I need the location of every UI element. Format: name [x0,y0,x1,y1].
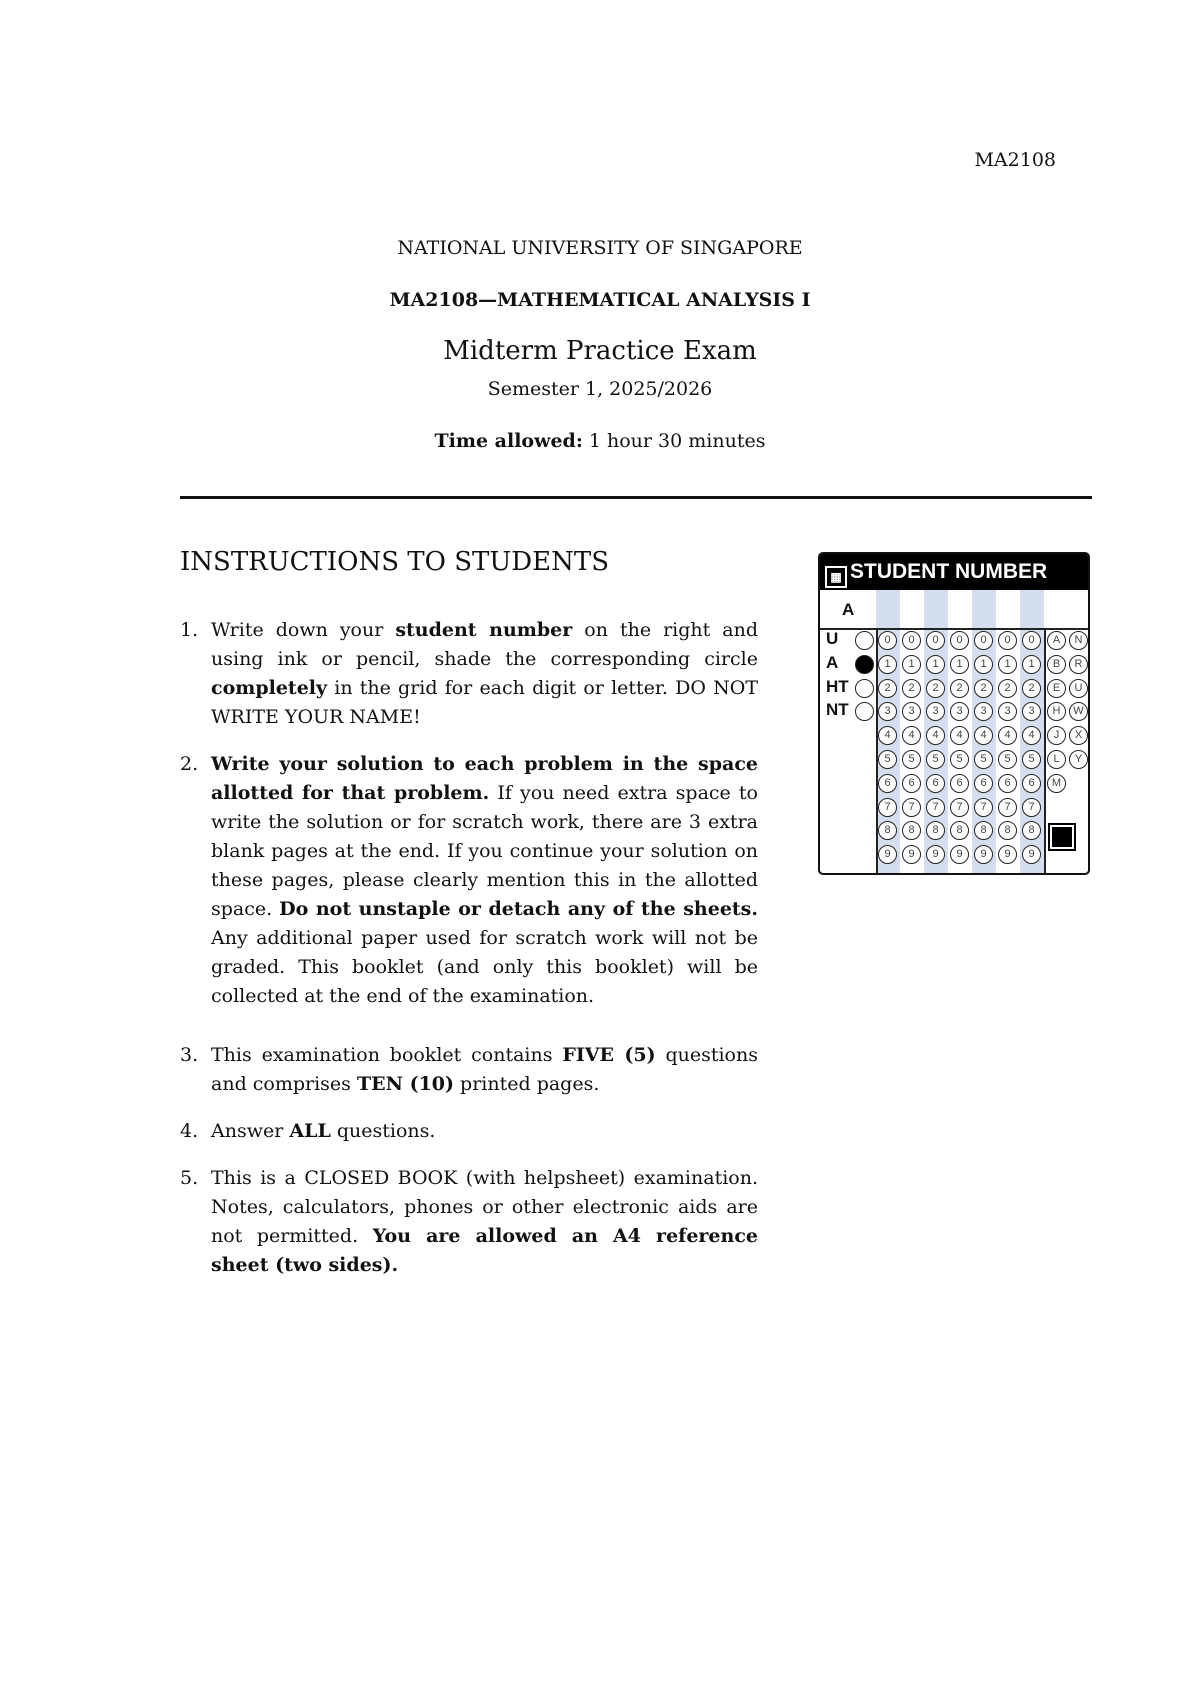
digit-bubble[interactable]: 0 [998,631,1017,650]
bold-text: student number [395,619,573,641]
digit-bubble[interactable]: 0 [878,631,897,650]
letter-bubble[interactable]: R [1069,655,1088,674]
digit-bubble[interactable]: 0 [1022,631,1041,650]
digit-bubble[interactable]: 8 [998,821,1017,840]
digit-bubble[interactable]: 0 [950,631,969,650]
bold-text: FIVE (5) [562,1044,656,1066]
digit-bubble[interactable]: 7 [878,798,897,817]
student-number-title: STUDENT NUMBER [850,560,1048,583]
letter-bubble[interactable]: Y [1069,750,1088,769]
digit-bubble[interactable]: 8 [974,821,993,840]
digit-bubble[interactable]: 4 [878,726,897,745]
digit-bubble[interactable]: 7 [902,798,921,817]
digit-bubble[interactable]: 7 [998,798,1017,817]
letter-bubble[interactable]: J [1047,726,1066,745]
digit-bubble[interactable]: 2 [1022,679,1041,698]
digit-bubble[interactable]: 5 [902,750,921,769]
instruction-item [180,750,758,1011]
digit-bubble[interactable]: 4 [974,726,993,745]
digit-bubble[interactable]: 2 [878,679,897,698]
prefix-label: A [826,652,839,672]
digit-bubble[interactable]: 6 [974,774,993,793]
prefix-label: NT [826,700,849,720]
time-value: 1 hour 30 minutes [582,430,766,452]
digit-bubble[interactable]: 4 [950,726,969,745]
digit-bubble[interactable]: 2 [926,679,945,698]
digit-bubble[interactable]: 5 [998,750,1017,769]
student-number-header [820,554,1088,590]
prefix-bubble-u[interactable] [855,631,874,650]
letter-bubble[interactable]: E [1047,679,1066,698]
letter-bubble[interactable]: M [1047,774,1066,793]
digit-bubble[interactable]: 3 [974,702,993,721]
digit-bubble[interactable]: 9 [1022,845,1041,864]
digit-bubble[interactable]: 1 [878,655,897,674]
digit-bubble[interactable]: 3 [878,702,897,721]
digit-bubble[interactable]: 9 [950,845,969,864]
semester: Semester 1, 2025/2026 [487,378,713,400]
bold-text: TEN (10) [356,1073,455,1095]
course-code: MA2108 [974,149,1056,171]
text: in the grid for each digit or letter. DO NOT WRITE YOUR NAME! [211,677,758,728]
grid-divider [820,628,1088,630]
digit-bubble[interactable]: 5 [974,750,993,769]
digit-bubble[interactable]: 8 [926,821,945,840]
letter-bubble[interactable]: A [1047,631,1066,650]
grid-icon: ▦ [825,566,847,588]
letter-bubble[interactable]: L [1047,750,1066,769]
text: This examination booklet contains [211,1044,563,1066]
first-char-label: A [842,600,855,619]
digit-bubble[interactable]: 7 [926,798,945,817]
digit-bubble[interactable]: 7 [1022,798,1041,817]
digit-bubble[interactable]: 9 [902,845,921,864]
digit-bubble[interactable]: 1 [902,655,921,674]
instruction-item [180,1164,758,1280]
letter-bubble[interactable]: B [1047,655,1066,674]
bubble-grid [820,554,1088,873]
bold-text: You are allowed an A4 reference sheet (two sides). [211,1225,758,1276]
digit-bubble[interactable]: 3 [1022,702,1041,721]
digit-bubble[interactable]: 4 [926,726,945,745]
instruction-item [180,1041,758,1099]
digit-bubble[interactable]: 2 [902,679,921,698]
digit-bubble[interactable]: 3 [926,702,945,721]
digit-bubble[interactable]: 9 [878,845,897,864]
digit-bubble[interactable]: 8 [902,821,921,840]
bold-text: ALL [289,1120,331,1142]
digit-bubble[interactable]: 8 [878,821,897,840]
instructions-heading: INSTRUCTIONS TO STUDENTS [180,547,610,577]
digit-bubble[interactable]: 1 [1022,655,1041,674]
digit-bubble[interactable]: 7 [974,798,993,817]
student-number-grid [818,552,1090,875]
letter-bubble[interactable]: U [1069,679,1088,698]
text: questions. [330,1120,436,1142]
digit-bubble[interactable]: 8 [1022,821,1041,840]
digit-bubble[interactable]: 1 [998,655,1017,674]
bold-text: Do not unstaple or detach any of the sheets. [279,898,758,920]
digit-bubble[interactable]: 3 [902,702,921,721]
digit-bubble[interactable]: 0 [926,631,945,650]
digit-bubble[interactable]: 9 [998,845,1017,864]
bold-text: completely [211,677,328,699]
digit-bubble[interactable]: 2 [974,679,993,698]
instruction-item [180,1117,758,1146]
exam-title: Midterm Practice Exam [443,336,757,366]
digit-bubble[interactable]: 4 [998,726,1017,745]
digit-bubble[interactable]: 3 [950,702,969,721]
digit-bubble[interactable]: 5 [1022,750,1041,769]
digit-bubble[interactable]: 6 [926,774,945,793]
corner-mark [1052,827,1072,847]
digit-bubble[interactable]: 6 [1022,774,1041,793]
letter-bubble[interactable]: W [1069,702,1088,721]
digit-bubble[interactable]: 1 [974,655,993,674]
prefix-bubble-a[interactable] [855,655,874,674]
digit-bubble[interactable]: 1 [926,655,945,674]
digit-bubble[interactable]: 9 [926,845,945,864]
digit-bubble[interactable]: 0 [974,631,993,650]
letter-bubble[interactable]: X [1069,726,1088,745]
digit-bubble[interactable]: 2 [998,679,1017,698]
text: Any additional paper used for scratch work will not be graded. This booklet (and only this booklet) will be collected at the end of the examination. [211,927,758,1007]
digit-bubble[interactable]: 9 [974,845,993,864]
text: on the right and using ink or pencil, shade the corresponding circle [211,619,759,670]
item-number: 4. [180,1120,199,1142]
digit-bubble[interactable]: 7 [950,798,969,817]
digit-bubble[interactable]: 4 [1022,726,1041,745]
digit-bubble[interactable]: 1 [950,655,969,674]
time-label: Time allowed: [434,430,583,452]
digit-bubble[interactable]: 6 [998,774,1017,793]
digit-bubble[interactable]: 4 [902,726,921,745]
text: Write down your [211,619,396,641]
instruction-item [180,616,758,732]
prefix-label: HT [826,676,849,696]
prefix-label: U [826,629,839,648]
letter-bubble[interactable]: N [1069,631,1088,650]
text: If you need extra space to write the solution or for scratch work, there are 3 extra blank pages at the end. If you continue your solution on these pages, please clearly mention this in the allotted space. [211,782,758,920]
bold-text: Write your solution to each problem in the space allotted for that problem. [211,753,758,804]
item-number: 2. [180,753,199,775]
digit-bubble[interactable]: 6 [950,774,969,793]
digit-bubble[interactable]: 5 [926,750,945,769]
item-number: 3. [180,1044,199,1066]
text: Answer [211,1120,290,1142]
digit-bubble[interactable]: 3 [998,702,1017,721]
instructions-list [180,616,758,1298]
university-name: NATIONAL UNIVERSITY OF SINGAPORE [397,237,803,259]
text: questions and comprises [211,1044,758,1095]
digit-bubble[interactable]: 2 [950,679,969,698]
item-number: 5. [180,1167,199,1189]
course-title: MA2108—MATHEMATICAL ANALYSIS I [389,289,811,311]
digit-bubble[interactable]: 5 [950,750,969,769]
digit-bubble[interactable]: 5 [878,750,897,769]
letter-bubble[interactable]: H [1047,702,1066,721]
digit-bubble[interactable]: 6 [902,774,921,793]
item-number: 1. [180,619,199,641]
prefix-bubble-ht[interactable] [855,679,874,698]
prefix-bubble-nt[interactable] [855,702,874,721]
text: printed pages. [454,1073,600,1095]
text: This is a CLOSED BOOK (with helpsheet) examination. Notes, calculators, phones or other electronic aids are not permitted. [211,1167,758,1247]
digit-bubble[interactable]: 8 [950,821,969,840]
grid-divider [1044,628,1046,875]
divider [180,496,1092,499]
time-allowed [0,430,1200,452]
digit-bubble[interactable]: 6 [878,774,897,793]
digit-bubble[interactable]: 0 [902,631,921,650]
